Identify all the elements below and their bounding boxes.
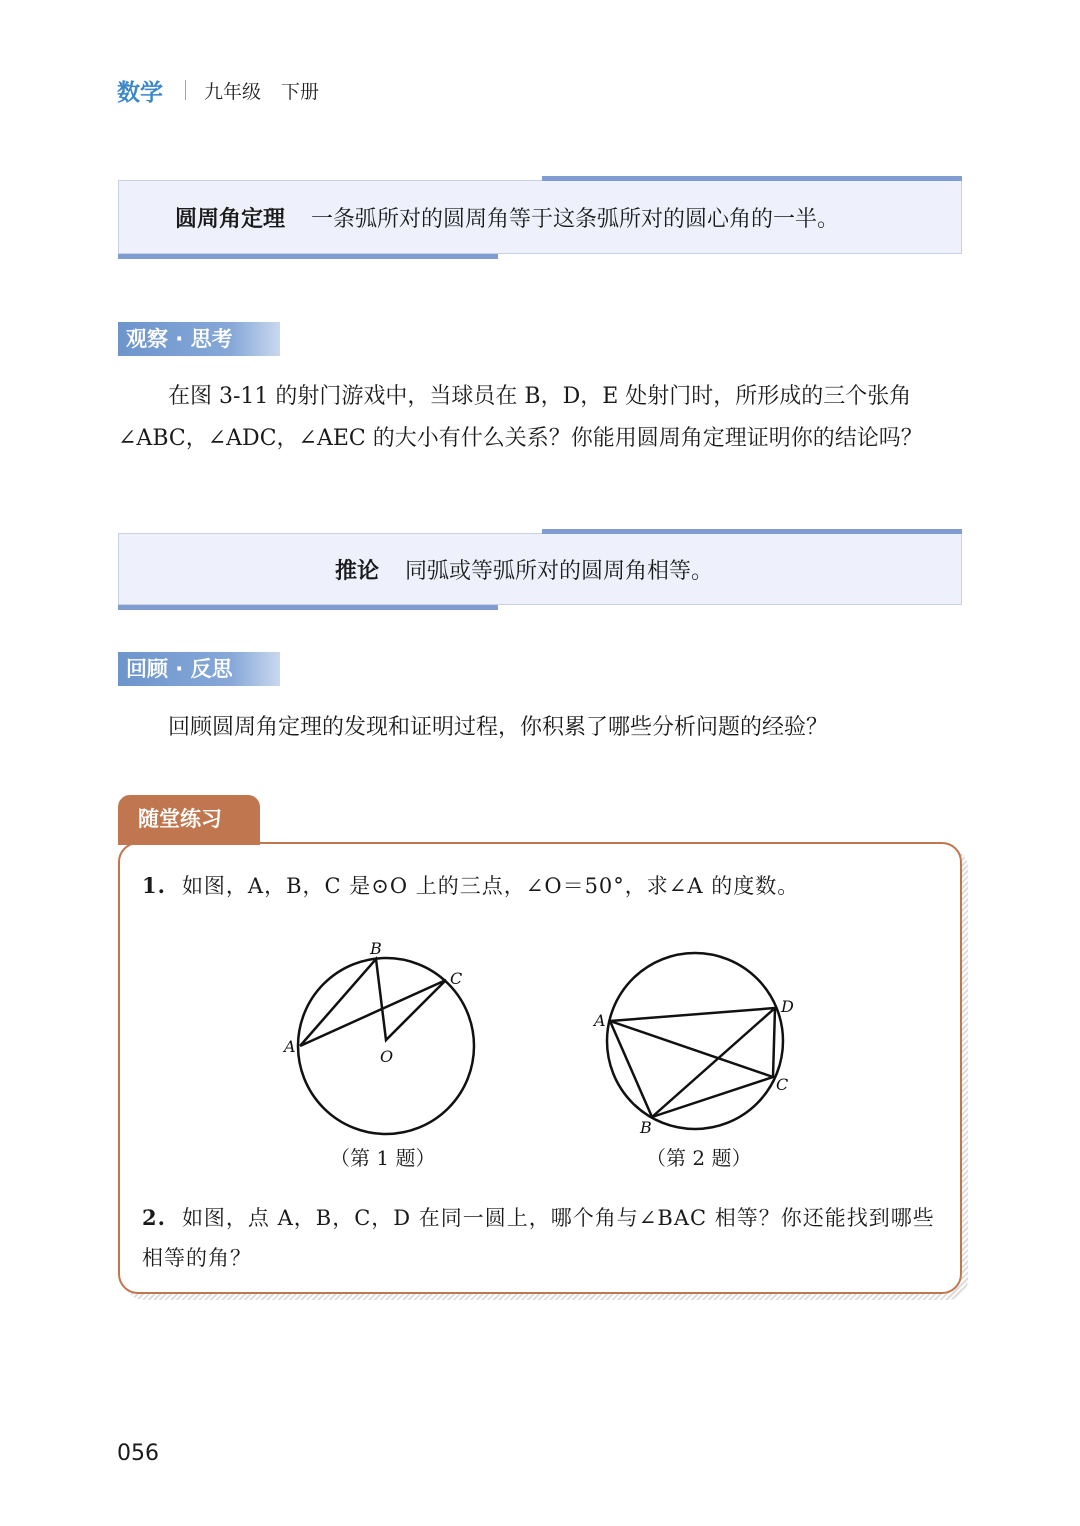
review-paragraph [118,707,964,749]
figure-1-label-o: O [380,1047,394,1066]
problem-1-number: 1. [142,873,166,898]
grade-label: 九年级 [204,80,262,103]
figure-2-quad [610,1008,775,1117]
problem-2 [142,1198,942,1278]
corollary-text: 同弧或等弧所对的圆周角相等。 [405,558,714,584]
theorem-box [118,180,962,254]
figure-1-diagram [270,936,500,1136]
figure-2-diagram [584,936,814,1136]
figure-1-circle [298,958,474,1134]
observe-text: 在图 3-11 的射门游戏中，当球员在 B，D，E 处射门时，所形成的三个张角∠ABC，∠ADC，∠AEC 的大小有什么关系？你能用圆周角定理证明你的结论吗？ [118,384,923,451]
theorem-text: 一条弧所对的圆周角等于这条弧所对的圆心角的一半。 [311,206,840,232]
page-header [117,74,319,106]
problem-1-text: 如图，A，B，C 是⊙O 上的三点，∠O＝50°，求∠A 的度数。 [181,874,800,898]
figure-2-label-b: B [640,1118,652,1136]
header-divider [185,80,186,100]
problem-1 [142,866,942,906]
problem-2-number: 2. [142,1205,166,1230]
figure-1-label-c: C [450,969,463,988]
figure-1-label-b: B [370,939,382,958]
figure-1-caption: （第 1 题） [330,1146,436,1170]
theorem-title: 圆周角定理 [175,206,286,232]
page-number: 056 [117,1441,159,1466]
corollary-bottom-accent [118,605,498,610]
figure-2-label-c: C [776,1075,789,1094]
figure-2-caption: （第 2 题） [646,1146,752,1170]
problem-2-text: 如图，点 A，B，C，D 在同一圆上，哪个角与∠BAC 相等？你还能找到哪些相等的角？ [142,1206,935,1270]
figure-2-label-d: D [781,997,794,1016]
figure-2-label-a: A [594,1011,606,1030]
figure-2-diag-ac [610,1021,773,1077]
observe-paragraph [118,376,964,460]
corollary-box [118,533,962,605]
exercise-tab: 随堂练习 [118,795,260,845]
review-reflect-tag: 回顾 · 反思 [118,652,280,686]
figure-1-lines [300,959,446,1046]
subject-title: 数学 [117,79,163,106]
corollary-title: 推论 [335,558,380,584]
figure-1-label-a: A [284,1037,296,1056]
volume-label: 下册 [281,80,320,103]
figure-2-diag-bd [652,1008,775,1117]
observe-think-tag: 观察 · 思考 [118,322,280,356]
theorem-bottom-accent [118,254,498,259]
review-text: 回顾圆周角定理的发现和证明过程，你积累了哪些分析问题的经验？ [168,715,829,740]
